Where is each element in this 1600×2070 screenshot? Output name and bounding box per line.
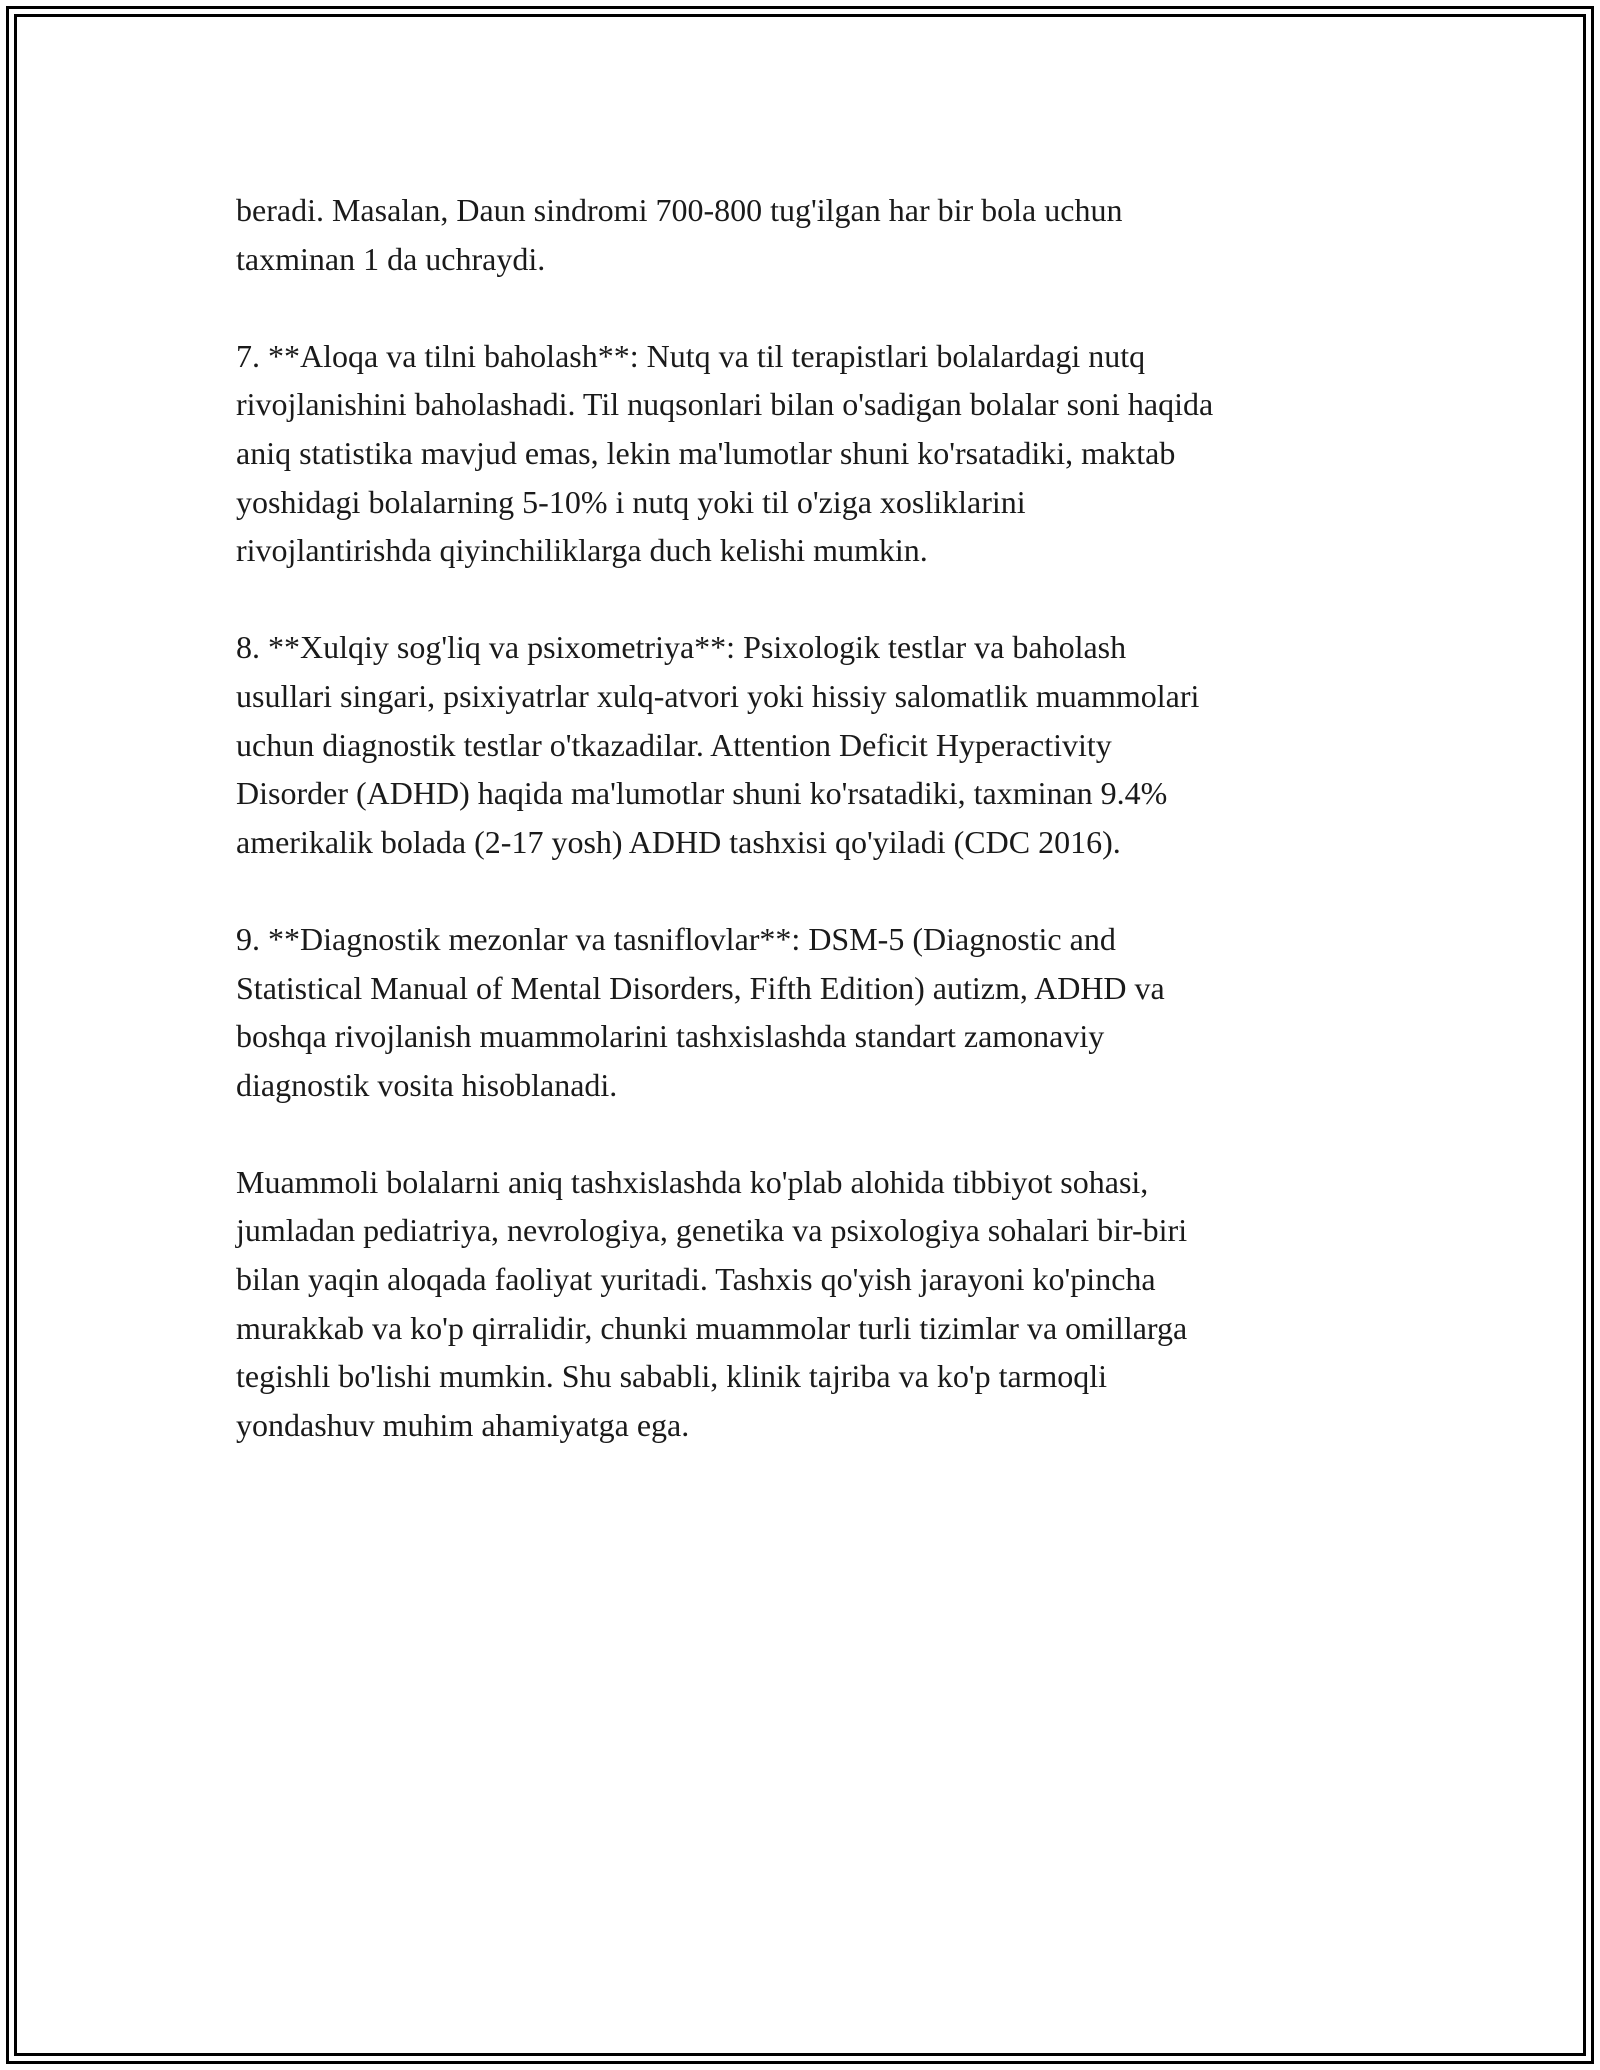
paragraph-item-8: 8. **Xulqiy sog'liq va psixometriya**: Psixologik testlar va baholash usullari singari, psixiyatrlar xulq-atvori yoki hissiy salomatlik muammolari uchun diagnostik testlar o'tkazadilar. Attention Deficit Hyperactivity Disorder (ADHD) haqida ma'lumotlar shuni ko'rsatadiki, taxminan 9.4% amerikalik bolada (2-17 yosh) ADHD tashxisi qo'yiladi (CDC 2016). bbox=[236, 629, 1200, 860]
paragraph-conclusion: Muammoli bolalarni aniq tashxislashda ko'plab alohida tibbiyot sohasi, jumladan pediatriya, nevrologiya, genetika va psixologiya sohalari bir-biri bilan yaqin aloqada faoliyat yuritadi. Tashxis qo'yish jarayoni ko'pincha murakkab va ko'p qirralidir, chunki muammolar turli tizimlar va omillarga tegishli bo'lishi mumkin. Shu sababli, klinik tajriba va ko'p tarmoqli yondashuv muhim ahamiyatga ega. bbox=[236, 1163, 1188, 1443]
paragraph-item-7: 7. **Aloqa va tilni baholash**: Nutq va til terapistlari bolalardagi nutq rivojlanishini baholashadi. Til nuqsonlari bilan o'sadigan bolalar soni haqida aniq statistika mavjud emas, lekin ma'lumotlar shuni ko'rsatadiki, maktab yoshidagi bolalarning 5-10% i nutq yoki til o'ziga xosliklarini rivojlantirishda qiyinchiliklarga duch kelishi mumkin. bbox=[236, 337, 1214, 569]
paragraph-item-9: 9. **Diagnostik mezonlar va tasniflovlar**: DSM-5 (Diagnostic and Statistical Manual of Mental Disorders, Fifth Edition) autizm, ADHD va boshqa rivojlanish muammolarini tashxislashda standart zamonaviy diagnostik vosita hisoblanadi. bbox=[236, 920, 1165, 1103]
document-body bbox=[236, 186, 1396, 1498]
paragraph-intro-continuation: beradi. Masalan, Daun sindromi 700-800 tug'ilgan har bir bola uchun taxminan 1 da uchraydi. bbox=[236, 192, 1123, 277]
